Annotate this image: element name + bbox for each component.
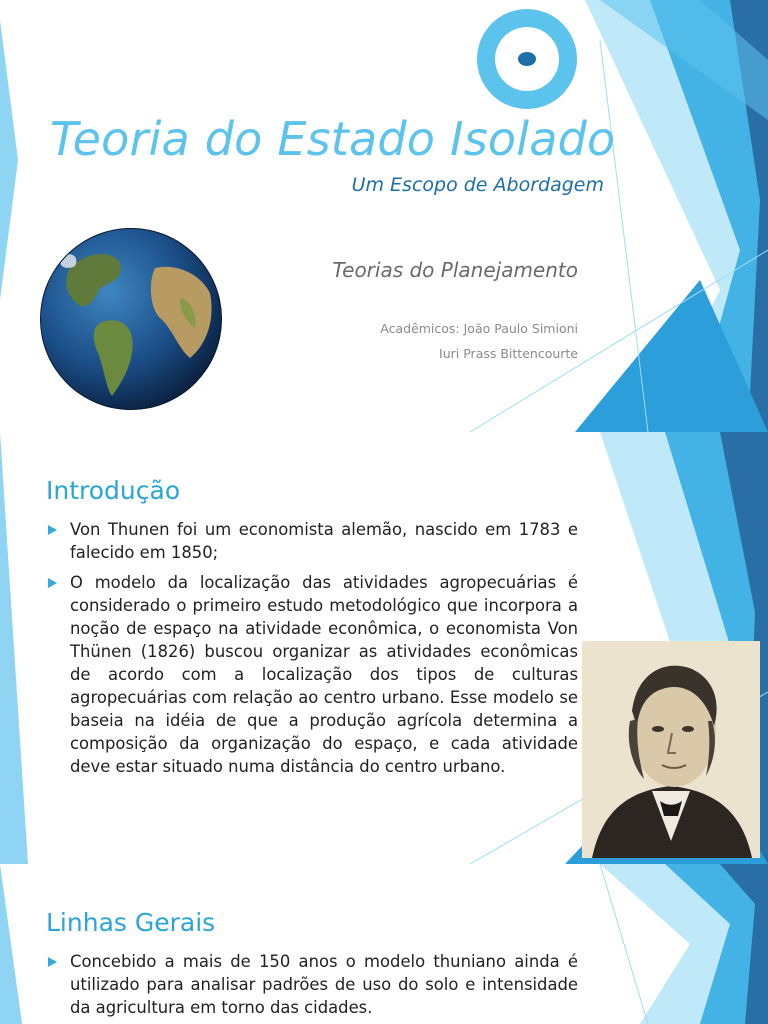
slide-subtitle: Um Escopo de Abordagem	[351, 174, 604, 196]
portrait-image	[582, 641, 760, 858]
bullet-arrow-icon	[48, 525, 57, 535]
list-item: O modelo da localização das atividades agropecuárias é considerado o primeiro estudo metodológico que incorpora a noção de espaço na atividade econômica, o economista Von Thünen (1826) buscou organizar as atividades econômicas de acordo com a localização dos tipos de culturas agropecuárias com relação ao centro urbano. Esse modelo se baseia na idéia de que a produção agrícola determina a composição da organização do espaço, e cada atividade deve estar situado numa distância do centro urbano.	[48, 571, 578, 778]
slide-linhas-gerais	[0, 864, 768, 1024]
bullet-arrow-icon	[48, 578, 57, 588]
globe-image	[40, 228, 222, 410]
credit-line-1: Acadêmicos: João Paulo Simioni	[380, 321, 578, 336]
bullet-arrow-icon	[48, 957, 57, 967]
bullet-list	[48, 950, 578, 1024]
list-item: Von Thunen foi um economista alemão, nascido em 1783 e falecido em 1850;	[48, 518, 578, 564]
list-item: Concebido a mais de 150 anos o modelo thuniano ainda é utilizado para analisar padrões de uso do solo e intensidade da agricultura em torno das cidades.	[48, 950, 578, 1019]
slide-title	[0, 0, 768, 432]
section-heading: Linhas Gerais	[46, 908, 216, 937]
section-heading: Introdução	[46, 476, 181, 505]
slide-title-text: Teoria do Estado Isolado	[50, 112, 616, 166]
course-name: Teorias do Planejamento	[332, 258, 578, 282]
slide-introducao	[0, 432, 768, 864]
target-icon	[476, 8, 578, 110]
bullet-list	[48, 518, 578, 785]
credit-line-2: Iuri Prass Bittencourte	[439, 346, 578, 361]
